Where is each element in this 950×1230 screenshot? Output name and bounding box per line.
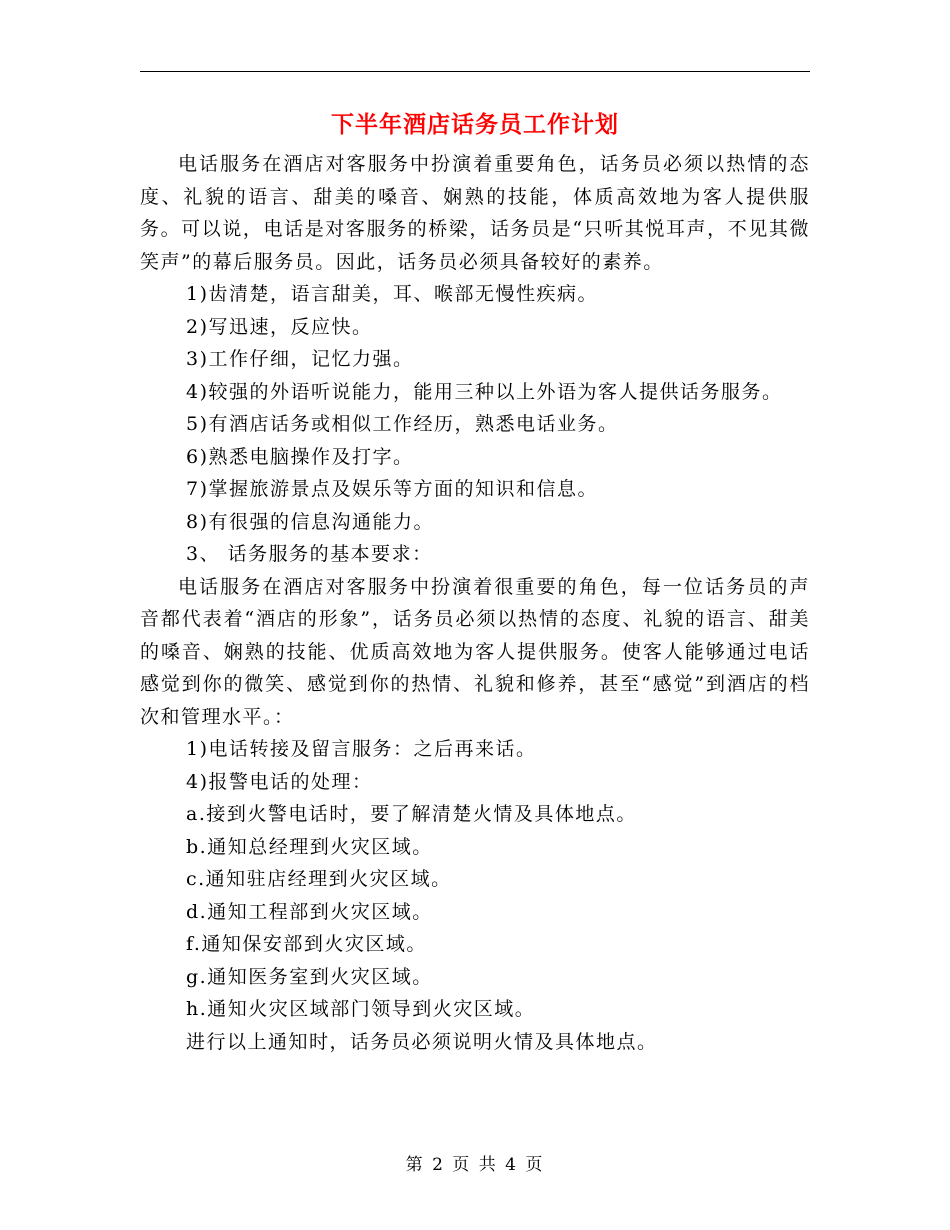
- list-item: 6)熟悉电脑操作及打字。: [186, 445, 414, 468]
- requirements-list: [140, 733, 810, 1058]
- list-item: d.通知工程部到火灾区域。: [186, 900, 433, 923]
- list-item: b.通知总经理到火灾区域。: [186, 835, 433, 858]
- list-item: 3)工作仔细，记忆力强。: [186, 348, 414, 370]
- list-item: g.通知医务室到火灾区域。: [186, 965, 433, 988]
- page-number: 第 2 页 共 4 页: [405, 1155, 545, 1175]
- page-footer: [0, 1153, 950, 1177]
- list-item: 1)齿清楚，语言甜美，耳、喉部无慢性疾病。: [186, 283, 599, 305]
- list-item: 1)电话转接及留言服务：之后再来话。: [186, 738, 537, 760]
- list-item: 进行以上通知时，话务员必须说明火情及具体地点。: [186, 1030, 658, 1053]
- list-item: 4)报警电话的处理：: [186, 770, 373, 793]
- list-item: 4)较强的外语听说能力，能用三种以上外语为客人提供话务服务。: [186, 380, 783, 403]
- list-item: h.通知火灾区域部门领导到火灾区域。: [186, 998, 536, 1020]
- list-item: 8)有很强的信息沟通能力。: [186, 510, 435, 533]
- section-heading: 3、 话务服务的基本要求：: [186, 543, 433, 565]
- document-title: 下半年酒店话务员工作计划: [331, 111, 619, 138]
- document-body: [140, 148, 810, 1058]
- list-item: 2)写迅速，反应快。: [186, 315, 373, 338]
- list-item: f.通知保安部到火灾区域。: [186, 933, 427, 955]
- list-item: a.接到火警电话时，要了解清楚火情及具体地点。: [186, 803, 637, 825]
- list-item: c.通知驻店经理到火灾区域。: [186, 868, 452, 890]
- list-item: 7)掌握旅游景点及娱乐等方面的知识和信息。: [186, 478, 599, 500]
- qualities-list: [140, 278, 810, 538]
- list-item: 5)有酒店话务或相似工作经历，熟悉电话业务。: [186, 413, 619, 435]
- header-rule: [140, 71, 810, 72]
- section-paragraph: 电话服务在酒店对客服务中扮演着很重要的角色，每一位话务员的声音都代表着“酒店的形象”，话务员必须以热情的态度、礼貌的语言、甜美的嗓音、娴熟的技能、优质高效地为客人提供服务。使客人能够通过电话感觉到你的微笑、感觉到你的热情、礼貌和修养，甚至“感觉”到酒店的档次和管理水平。：: [140, 575, 810, 728]
- intro-paragraph: 电话服务在酒店对客服务中扮演着重要角色，话务员必须以热情的态度、礼貌的语言、甜美的嗓音、娴熟的技能，体质高效地为客人提供服务。可以说，电话是对客服务的桥梁，话务员是“只听其悦耳声，不见其微笑声”的幕后服务员。因此，话务员必须具备较好的素养。: [140, 153, 810, 273]
